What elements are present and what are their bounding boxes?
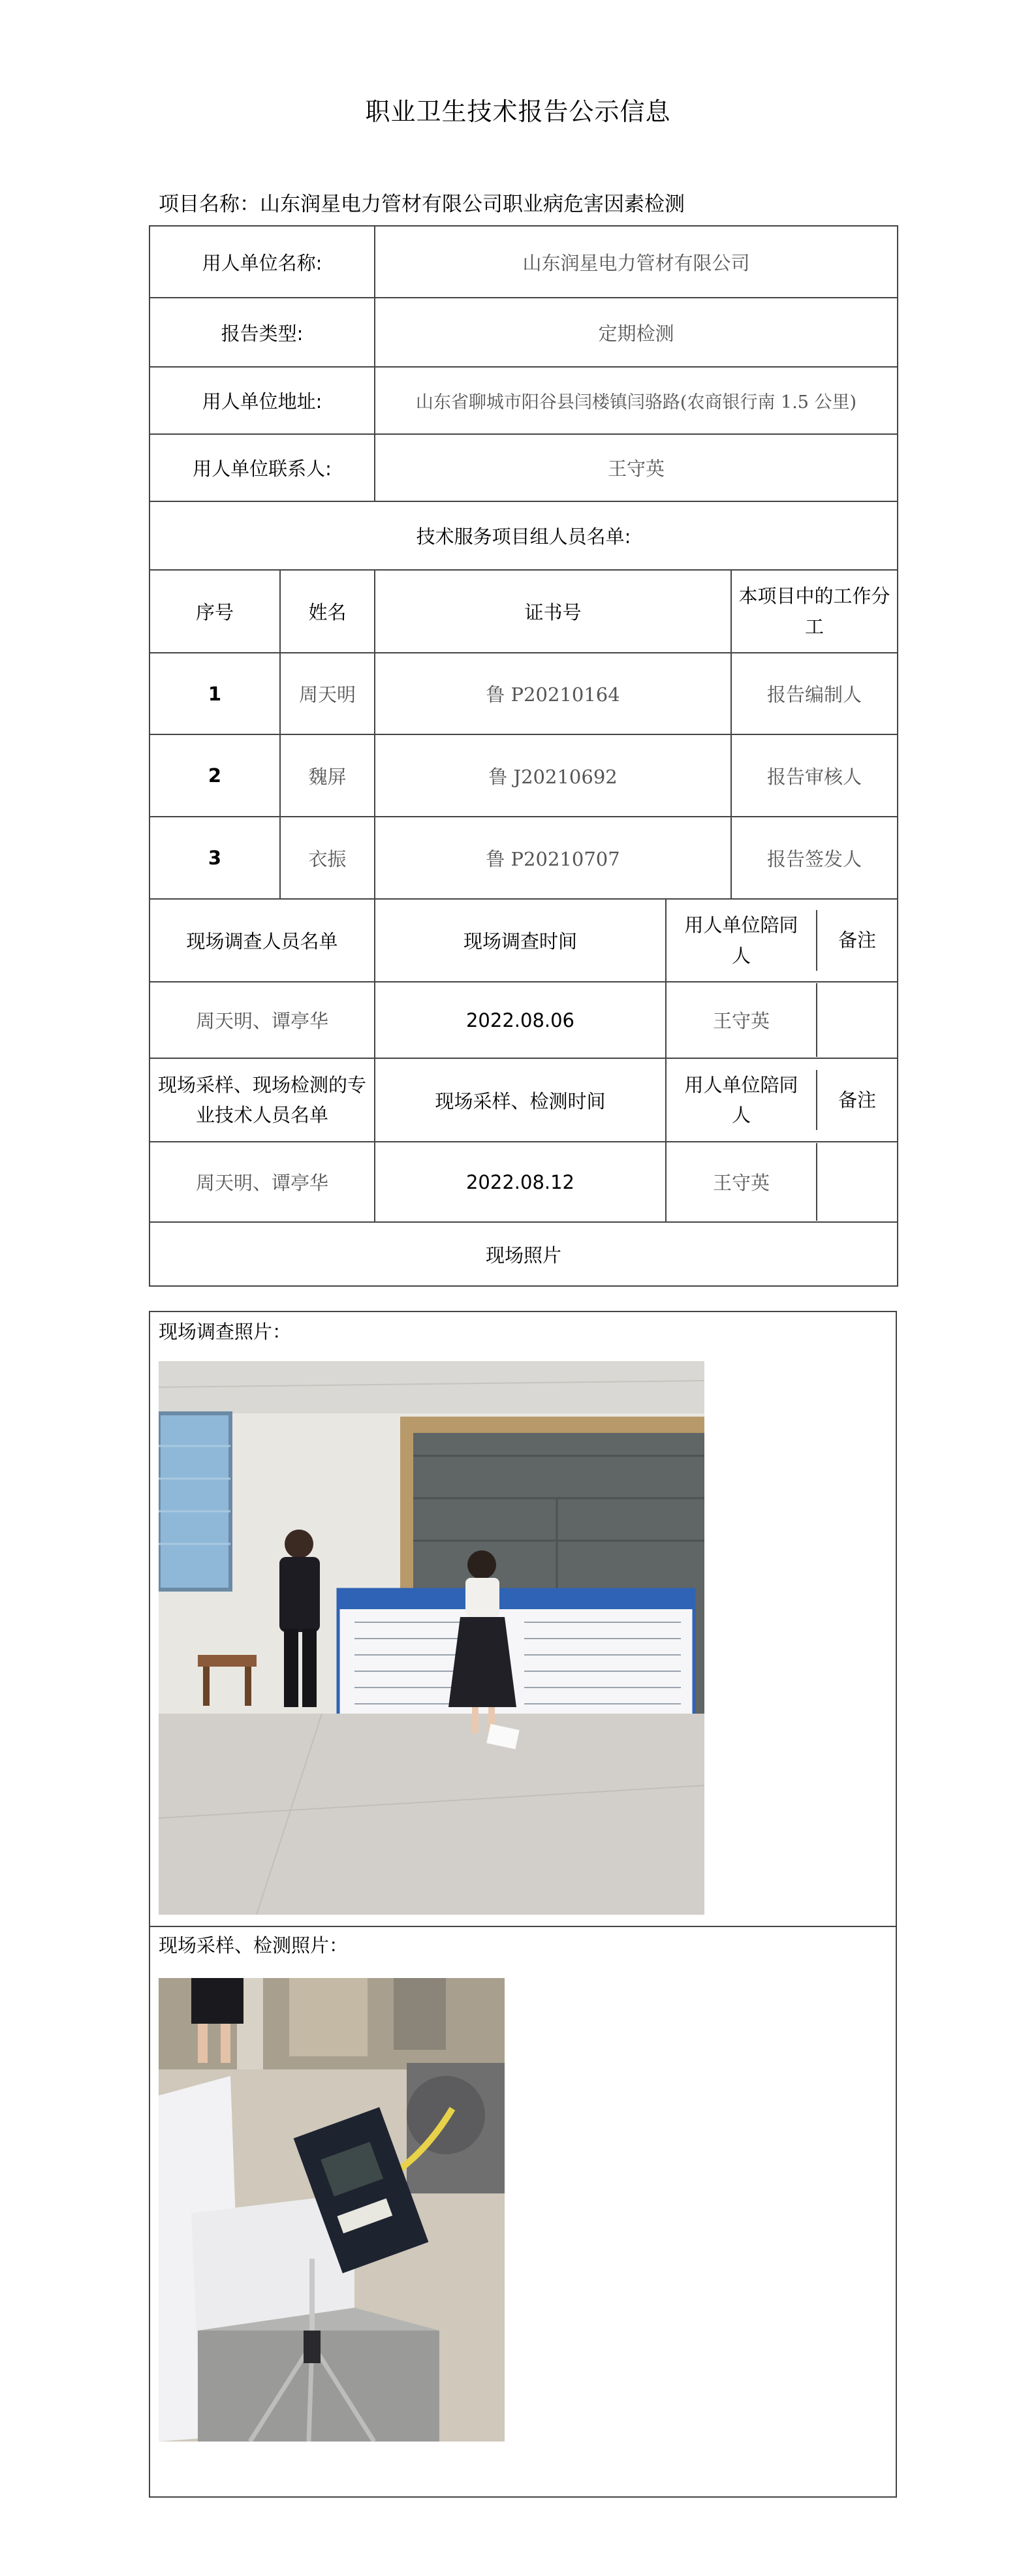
photos-heading: 现场照片 (149, 1222, 898, 1286)
team-header-cert: 证书号 (375, 570, 731, 653)
employer-name-value: 山东润星电力管材有限公司 (375, 226, 898, 298)
team-row (149, 734, 898, 817)
survey-header-note: 备注 (838, 929, 877, 952)
team-header-name: 姓名 (280, 570, 375, 653)
page-title: 职业卫生技术报告公示信息 (365, 97, 671, 126)
team-heading: 技术服务项目组人员名单: (149, 501, 898, 570)
team-header-row (149, 570, 898, 653)
report-type-value: 定期检测 (375, 298, 898, 367)
sampling-header-escort: 用人单位陪同人 (667, 1070, 817, 1131)
sampling-photo-label: 现场采样、检测照片： (159, 1934, 349, 1956)
employer-address-row (149, 367, 898, 434)
survey-staff: 周天明、谭亭华 (149, 982, 375, 1058)
sampling-header-note: 备注 (838, 1088, 877, 1111)
team-row-no: 1 (149, 653, 280, 734)
sampling-staff: 周天明、谭亭华 (149, 1142, 375, 1222)
survey-row (149, 982, 898, 1058)
project-label: 项目名称： (159, 193, 260, 216)
project-name: 山东润星电力管材有限公司职业病危害因素检测 (260, 193, 685, 216)
employer-address-label: 用人单位地址: (149, 367, 375, 434)
sampling-note (817, 1143, 897, 1221)
team-heading-row (149, 501, 898, 570)
team-row-role: 报告签发人 (731, 817, 898, 899)
employer-contact-row (149, 434, 898, 501)
photos-heading-row (149, 1222, 898, 1286)
team-header-role: 本项目中的工作分工 (731, 570, 898, 653)
team-row-cert: 鲁 P20210707 (375, 817, 731, 899)
survey-note (817, 983, 897, 1057)
info-table (149, 225, 898, 1287)
employer-contact-label: 用人单位联系人: (149, 434, 375, 501)
team-row-name: 周天明 (280, 653, 375, 734)
project-line (159, 187, 685, 217)
employer-address-value: 山东省聊城市阳谷县闫楼镇闫骆路(农商银行南 1.5 公里) (375, 367, 898, 434)
survey-header-row (149, 899, 898, 982)
employer-name-row (149, 226, 898, 298)
survey-header-date: 现场调查时间 (375, 899, 666, 982)
employer-contact-value: 王守英 (375, 434, 898, 501)
sampling-header-row (149, 1058, 898, 1142)
photo-divider (149, 1926, 897, 1927)
sampling-header-staff: 现场采样、现场检测的专业技术人员名单 (149, 1058, 375, 1142)
report-type-row (149, 298, 898, 367)
sampling-photo (159, 1978, 505, 2442)
sampling-escort: 王守英 (667, 1143, 817, 1221)
survey-photo (159, 1361, 704, 1915)
team-row-role: 报告审核人 (731, 734, 898, 817)
team-row (149, 653, 898, 734)
employer-name-label: 用人单位名称: (149, 226, 375, 298)
survey-header-escort: 用人单位陪同人 (667, 910, 817, 971)
survey-date: 2022.08.06 (375, 982, 666, 1058)
survey-header-staff: 现场调查人员名单 (149, 899, 375, 982)
team-row-no: 3 (149, 817, 280, 899)
survey-photo-label: 现场调查照片： (159, 1321, 292, 1343)
sampling-row (149, 1142, 898, 1222)
team-row-cert: 鲁 J20210692 (375, 734, 731, 817)
team-row-no: 2 (149, 734, 280, 817)
sampling-date: 2022.08.12 (375, 1142, 666, 1222)
survey-escort: 王守英 (667, 983, 817, 1057)
team-row (149, 817, 898, 899)
team-row-name: 魏屏 (280, 734, 375, 817)
team-row-name: 衣振 (280, 817, 375, 899)
report-type-label: 报告类型: (149, 298, 375, 367)
team-header-no: 序号 (149, 570, 280, 653)
sampling-header-date: 现场采样、检测时间 (375, 1058, 666, 1142)
team-row-cert: 鲁 P20210164 (375, 653, 731, 734)
team-row-role: 报告编制人 (731, 653, 898, 734)
